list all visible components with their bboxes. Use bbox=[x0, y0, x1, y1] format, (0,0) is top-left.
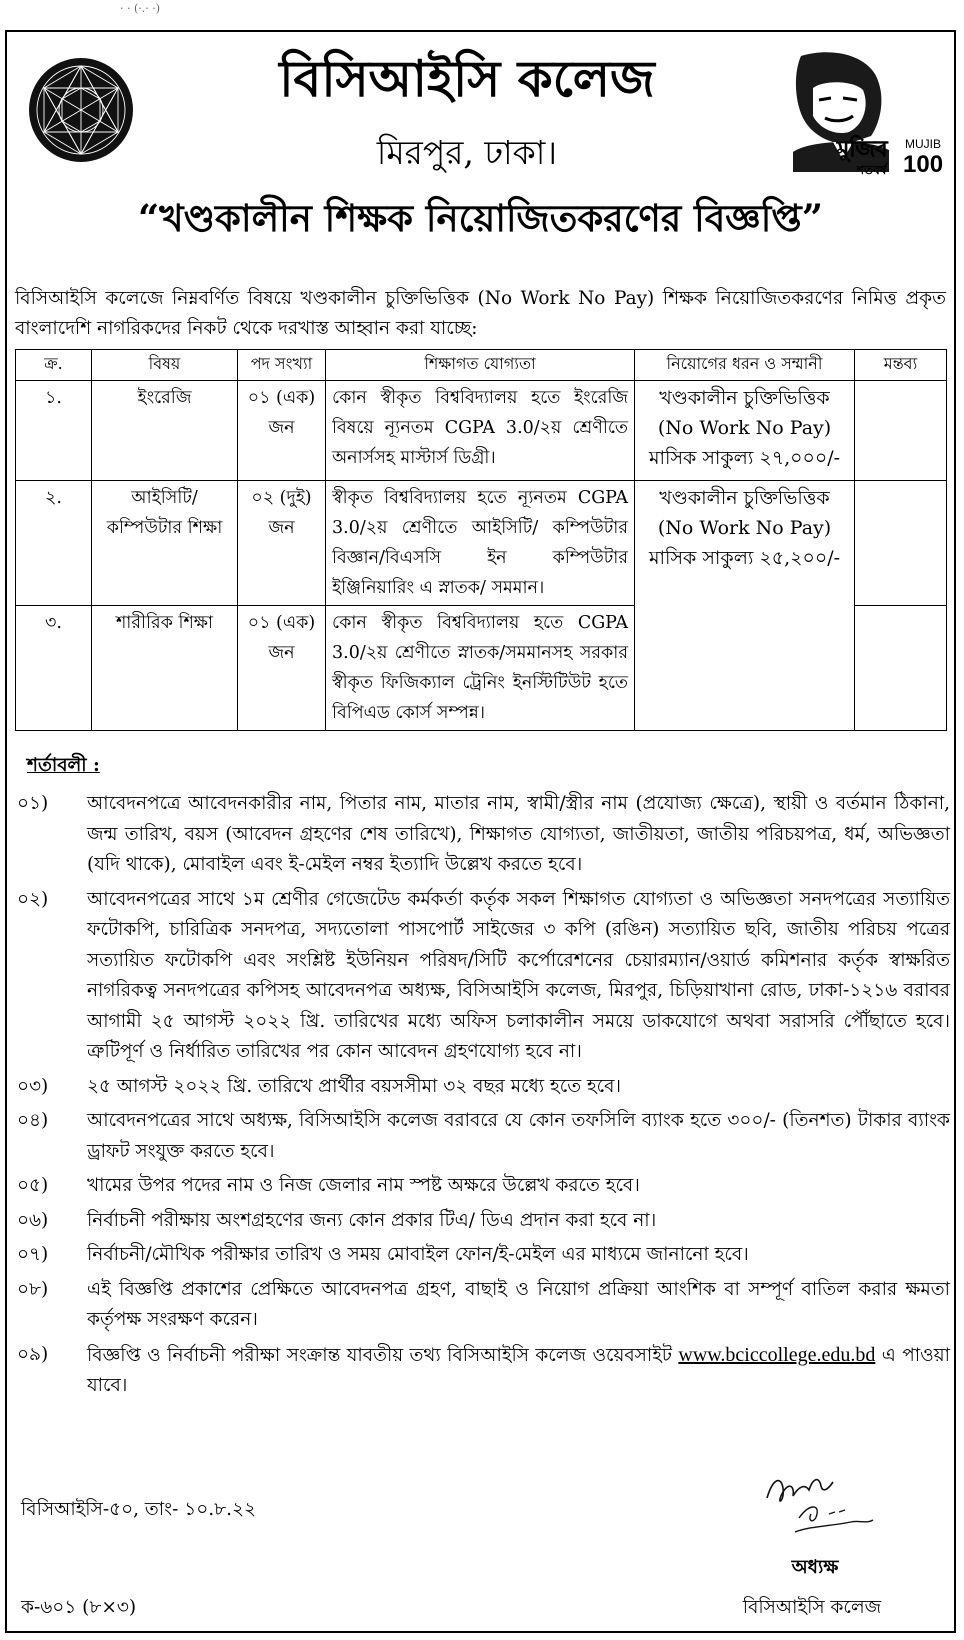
mujib-100-logo bbox=[749, 48, 945, 178]
row-qualification: স্বীকৃত বিশ্ববিদ্যালয় হতে ন্যূনতম CGPA 3.0/২য় শ্রেণীতে আইসিটি/ কম্পিউটার বিজ্ঞান/বিএসসি ইন কম্পিউটার ইঞ্জিনিয়ারিং এ স্নাতক/ সমমান। bbox=[326, 481, 635, 606]
term-number: ০২) bbox=[17, 888, 49, 910]
college-website-link[interactable]: www.bciccollege.edu.bd bbox=[678, 1343, 876, 1366]
header-posts: পদ সংখ্যা bbox=[238, 350, 326, 381]
row-serial: ২. bbox=[16, 481, 92, 606]
term-text: ২৫ আগস্ট ২০২২ খ্রি. তারিখে প্রার্থীর বয়সসীমা ৩২ বছর মধ্যে হতে হবে। bbox=[87, 1075, 622, 1097]
terms-list bbox=[15, 789, 950, 1406]
college-logo-icon bbox=[27, 56, 135, 164]
term-text: এই বিজ্ঞপ্তি প্রকাশের প্রেক্ষিতে আবেদনপত্র গ্রহণ, বাছাই ও নিয়োগ প্রক্রিয়া আংশিক বা সম্পূর্ণ বাতিল করার ক্ষমতা কর্তৃপক্ষ সংরক্ষণ করেন। bbox=[87, 1278, 950, 1330]
list-item bbox=[15, 1240, 950, 1271]
term-text: নির্বাচনী/মৌখিক পরীক্ষার তারিখ ও সময় মোবাইল ফোন/ই-মেইল এর মাধ্যমে জানানো হবে। bbox=[87, 1244, 749, 1265]
term-number: ০৩) bbox=[17, 1075, 49, 1097]
term-number: ০৬) bbox=[17, 1209, 49, 1231]
row-remarks bbox=[855, 381, 947, 481]
list-item bbox=[15, 885, 950, 1068]
intro-paragraph: বিসিআইসি কলেজে নিম্নবর্ণিত বিষয়ে খণ্ডকালীন চুক্তিভিত্তিক (No Work No Pay) শিক্ষক নিয়োজিতকরণের নিমিত্ত প্রকৃত বাংলাদেশি নাগরিকদের নিকট থেকে দরখাস্ত আহ্বান করা যাচ্ছে: bbox=[15, 288, 946, 339]
scan-edge-marks: · · (·.· ·) bbox=[120, 2, 161, 15]
notice-title: “খণ্ডকালীন শিক্ষক নিয়োজিতকরণের বিজ্ঞপ্তি” bbox=[138, 196, 823, 240]
row-posts: ০২ (দুই) জন bbox=[238, 481, 326, 606]
term-text: আবেদনপত্রের সাথে অধ্যক্ষ, বিসিআইসি কলেজ বরাবরে যে কোন তফসিলি ব্যাংক হতে ৩০০/- (তিনশত) টাকার ব্যাংক ড্রাফট সংযুক্ত করতে হবে। bbox=[87, 1110, 950, 1162]
row-subject: ইংরেজি bbox=[92, 381, 238, 481]
row-subject: শারীরিক শিক্ষা bbox=[92, 606, 238, 731]
memo-reference: বিসিআইসি-৫০, তাং- ১০.৮.২২ bbox=[21, 1499, 257, 1520]
list-item bbox=[15, 1171, 950, 1202]
row-subject: আইসিটি/ কম্পিউটার শিক্ষা bbox=[92, 481, 238, 606]
list-item bbox=[15, 789, 950, 881]
mujib-100-text: 100 bbox=[903, 151, 944, 178]
list-item bbox=[15, 1206, 950, 1237]
mujib-english-text: MUJIB bbox=[905, 137, 941, 151]
row-qualification: কোন স্বীকৃত বিশ্ববিদ্যালয় হতে CGPA 3.0/২য় শ্রেণীতে স্নাতক/সমমানসহ সরকার স্বীকৃত ফিজিক্যাল ট্রেনিং ইনস্টিটিউট হতে বিপিএড কোর্স সম্পন্ন। bbox=[326, 606, 635, 731]
term-text-end: এ পাওয়া যাবে। bbox=[87, 1344, 950, 1396]
table-header-row bbox=[16, 350, 947, 381]
list-item bbox=[15, 1275, 950, 1336]
term-text: বিজ্ঞপ্তি ও নির্বাচনী পরীক্ষা সংক্রান্ত যাবতীয় তথ্য বিসিআইসি কলেজ ওয়েবসাইট bbox=[87, 1344, 672, 1366]
table-row bbox=[16, 481, 947, 606]
terms-title: শর্তাবলী : bbox=[27, 755, 100, 776]
term-number: ০৭) bbox=[17, 1244, 49, 1265]
college-name: বিসিআইসি কলেজ bbox=[279, 49, 655, 108]
posts-table bbox=[15, 349, 947, 731]
print-code: ক-৬০১ (৮×৩) bbox=[21, 1597, 137, 1618]
row-posts: ০১ (এক) জন bbox=[238, 606, 326, 731]
table-row bbox=[16, 381, 947, 481]
signer-organization: বিসিআইসি কলেজ bbox=[742, 1597, 882, 1618]
term-number: ০৮) bbox=[17, 1278, 49, 1300]
list-item bbox=[15, 1106, 950, 1167]
header-subject: বিষয় bbox=[92, 350, 238, 381]
term-number: ০১) bbox=[17, 793, 49, 814]
notice-frame bbox=[5, 30, 956, 1633]
term-text: নির্বাচনী পরীক্ষায় অংশগ্রহণের জন্য কোন প্রকার টিএ/ ডিএ প্রদান করা হবে না। bbox=[87, 1209, 657, 1231]
mujib-shatabarsha-text: শতবর্ষ bbox=[857, 163, 887, 177]
row-posts: ০১ (এক) জন bbox=[238, 381, 326, 481]
college-location: মিরপুর, ঢাকা। bbox=[376, 133, 558, 172]
list-item bbox=[15, 1072, 950, 1103]
mujib-bangla-text: মুজিব bbox=[837, 137, 888, 162]
shared-pay-cell: খণ্ডকালীন চুক্তিভিত্তিক (No Work No Pay) মাসিক সাকুল্য ২৫,২০০/- bbox=[635, 481, 855, 731]
term-number: ০৫) bbox=[17, 1175, 49, 1196]
row-remarks bbox=[855, 481, 947, 606]
principal-signature bbox=[759, 1468, 879, 1548]
signer-title: অধ্যক্ষ bbox=[791, 1557, 839, 1578]
row-serial: ৩. bbox=[16, 606, 92, 731]
header-serial: ক্র. bbox=[16, 350, 92, 381]
header-remarks: মন্তব্য bbox=[855, 350, 947, 381]
row-serial: ১. bbox=[16, 381, 92, 481]
row-pay: খণ্ডকালীন চুক্তিভিত্তিক (No Work No Pay) মাসিক সাকুল্য ২৭,০০০/- bbox=[635, 381, 855, 481]
list-item bbox=[15, 1340, 950, 1402]
term-number: ০৪) bbox=[17, 1110, 49, 1131]
term-number: ০৯) bbox=[17, 1343, 49, 1365]
row-remarks bbox=[855, 606, 947, 731]
scan-top-edge bbox=[0, 0, 964, 24]
term-text: আবেদনপত্রে আবেদনকারীর নাম, পিতার নাম, মাতার নাম, স্বামী/স্ত্রীর নাম (প্রযোজ্য ক্ষেত্রে), স্থায়ী ও বর্তমান ঠিকানা, জন্ম তারিখ, বয়স (আবেদন গ্রহণের শেষ তারিখে), শিক্ষাগত যোগ্যতা, জাতীয়তা, জাতীয় পরিচয়পত্র, ধর্ম, অভিজ্ঞতা (যদি থাকে), মোবাইল এবং ই-মেইল নম্বর ইত্যাদি উল্লেখ করতে হবে। bbox=[87, 793, 950, 875]
header-pay: নিয়োগের ধরন ও সম্মানী bbox=[635, 350, 855, 381]
term-text: খামের উপর পদের নাম ও নিজ জেলার নাম স্পষ্ট অক্ষরে উল্লেখ করতে হবে। bbox=[87, 1175, 640, 1196]
header-qualification: শিক্ষাগত যোগ্যতা bbox=[326, 350, 635, 381]
row-qualification: কোন স্বীকৃত বিশ্ববিদ্যালয় হতে ইংরেজি বিষয়ে ন্যূনতম CGPA 3.0/২য় শ্রেণীতে অনার্সসহ মাস্টার্স ডিগ্রী। bbox=[326, 381, 635, 481]
term-text: আবেদনপত্রের সাথে ১ম শ্রেণীর গেজেটেড কর্মকর্তা কর্তৃক সকল শিক্ষাগত যোগ্যতা ও অভিজ্ঞতা সনদপত্রের সত্যায়িত ফটোকপি, চারিত্রিক সনদপত্র, সদ্যতোলা পাসপোর্ট সাইজের ৩ কপি (রঙিন) সত্যায়িত ছবি, জাতীয় পরিচয় পত্রের সত্যায়িত ফটোকপি এবং সংশ্লিষ্ট ইউনিয়ন পরিষদ/সিটি কর্পোরেশনের চেয়ারম্যান/ওয়ার্ড কমিশনার কর্তৃক স্বাক্ষরিত নাগরিকত্ব সনদপত্রের কপিসহ আবেদনপত্র অধ্যক্ষ, বিসিআইসি কলেজ, মিরপুর, চিড়িয়াখানা রোড, ঢাকা-১২১৬ বরাবর আগামী ২৫ আগস্ট ২০২২ খ্রি. তারিখের মধ্যে অফিস চলাকালীন সময়ে ডাকযোগে অথবা সরাসরি পৌঁছাতে হবে। ত্রুটিপূর্ণ ও নির্ধারিত তারিখের পর কোন আবেদন গ্রহণযোগ্য হবে না। bbox=[87, 888, 950, 1062]
